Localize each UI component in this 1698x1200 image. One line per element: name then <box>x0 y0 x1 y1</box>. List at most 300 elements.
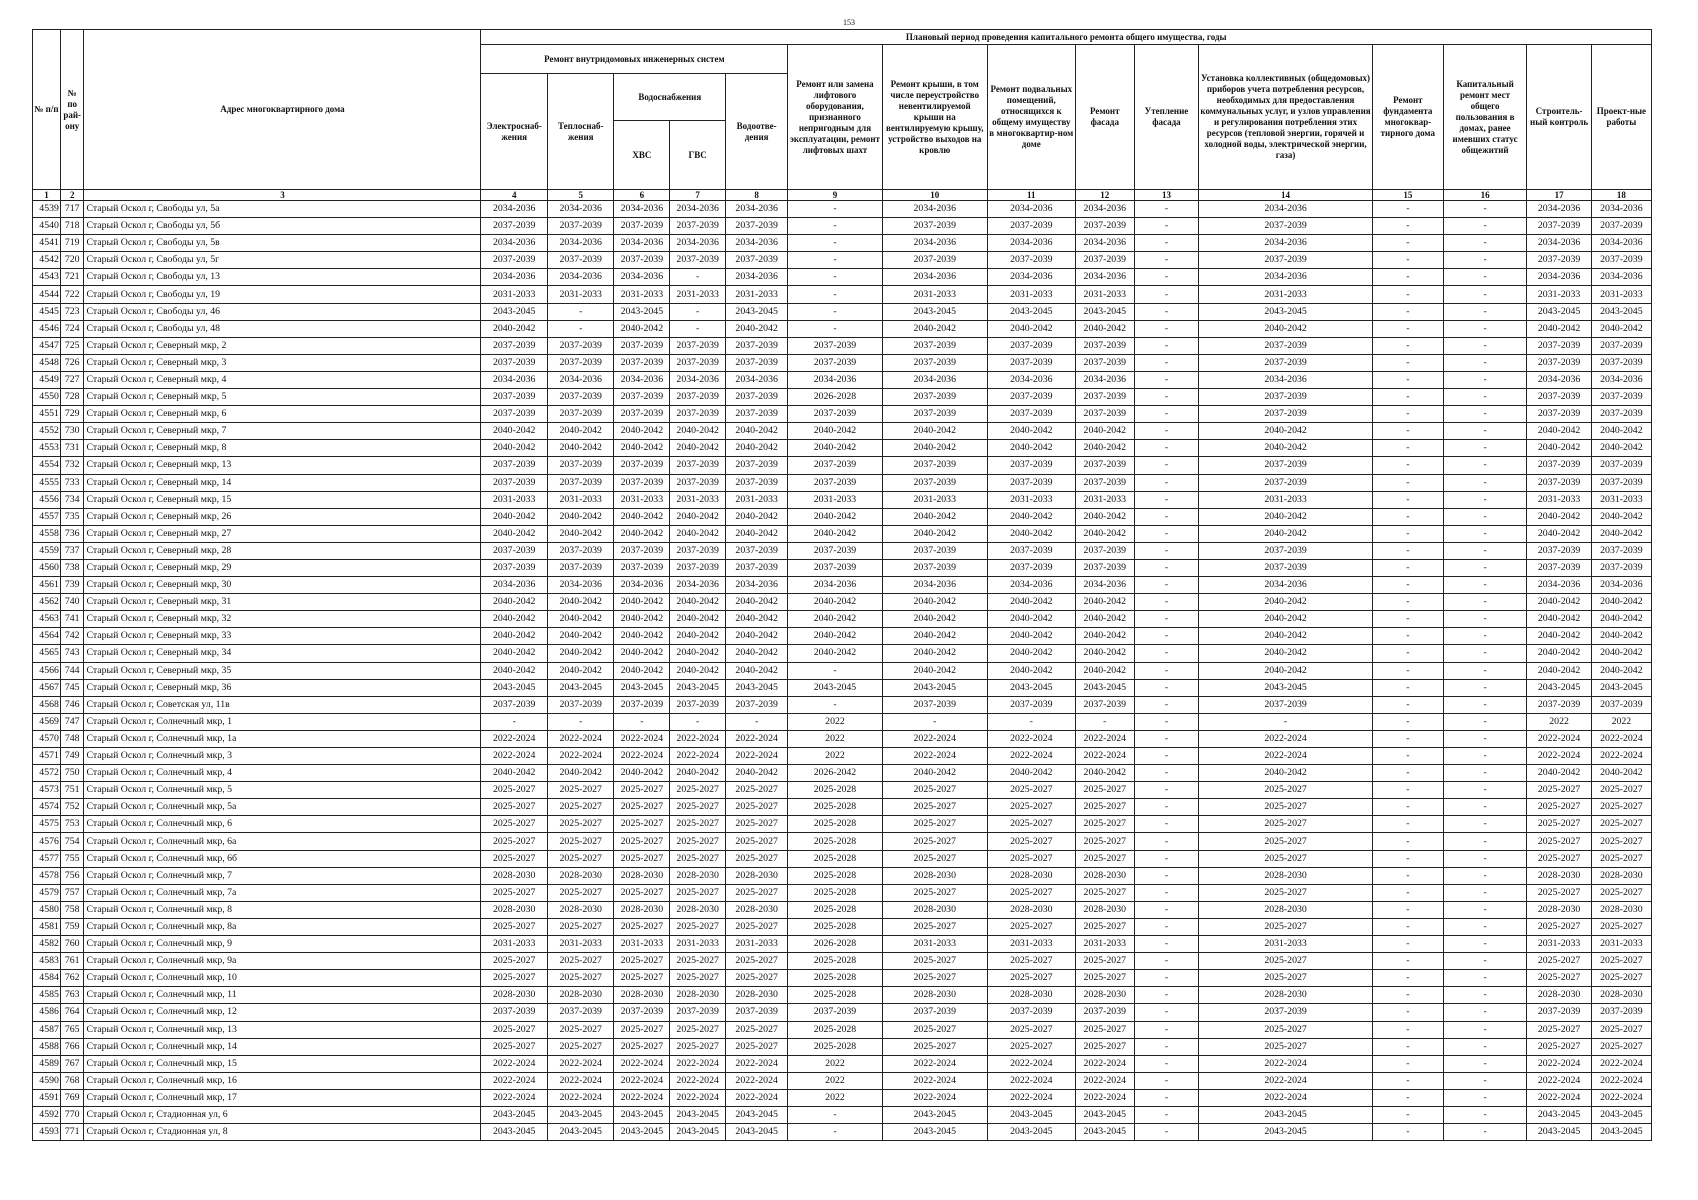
period-cell: 2022-2024 <box>547 1072 614 1089</box>
period-cell: 2040-2042 <box>547 662 614 679</box>
period-cell: 2037-2039 <box>481 389 548 406</box>
period-cell: 2040-2042 <box>987 320 1075 337</box>
period-cell: 2031-2033 <box>1591 491 1651 508</box>
period-cell: 2040-2042 <box>1199 525 1373 542</box>
period-cell: - <box>1443 730 1527 747</box>
period-cell: - <box>1372 1004 1443 1021</box>
period-cell: 2040-2042 <box>670 440 726 457</box>
row-number-cell: 4548 <box>33 354 61 371</box>
period-cell: 2040-2042 <box>614 645 670 662</box>
period-cell: 2037-2039 <box>788 354 882 371</box>
table-row <box>33 730 1652 747</box>
row-number-cell: 4568 <box>33 696 61 713</box>
period-cell: 2043-2045 <box>987 303 1075 320</box>
period-cell: 2037-2039 <box>788 542 882 559</box>
row-number-cell: 4563 <box>33 611 61 628</box>
period-cell: 2031-2033 <box>670 286 726 303</box>
period-cell: 2022-2024 <box>1199 1089 1373 1106</box>
column-number: 5 <box>547 190 614 201</box>
period-cell: 2043-2045 <box>1591 1124 1651 1141</box>
period-cell: 2025-2027 <box>882 970 987 987</box>
address-cell: Старый Оскол г, Северный мкр, 28 <box>84 542 481 559</box>
period-cell: 2031-2033 <box>1075 936 1134 953</box>
period-cell: 2031-2033 <box>987 491 1075 508</box>
period-cell: 2037-2039 <box>1199 457 1373 474</box>
row-number-cell: 4588 <box>33 1038 61 1055</box>
period-cell: 2034-2036 <box>1199 371 1373 388</box>
address-cell: Старый Оскол г, Северный мкр, 14 <box>84 474 481 491</box>
row-number-cell: 4576 <box>33 833 61 850</box>
period-cell: 2040-2042 <box>1591 765 1651 782</box>
period-cell: 2037-2039 <box>882 696 987 713</box>
period-cell: - <box>1372 833 1443 850</box>
period-cell: 2025-2027 <box>670 1021 726 1038</box>
period-cell: 2025-2027 <box>547 970 614 987</box>
period-cell: 2025-2027 <box>614 782 670 799</box>
period-cell: 2037-2039 <box>987 389 1075 406</box>
period-cell: 2040-2042 <box>987 628 1075 645</box>
period-cell: 2037-2039 <box>987 252 1075 269</box>
period-cell: 2040-2042 <box>726 611 788 628</box>
period-cell: 2037-2039 <box>1199 474 1373 491</box>
period-cell: 2022-2024 <box>1591 1055 1651 1072</box>
period-cell: 2022-2024 <box>726 730 788 747</box>
row-number-cell: 4552 <box>33 423 61 440</box>
period-cell: - <box>1372 970 1443 987</box>
row-number-cell: 4546 <box>33 320 61 337</box>
district-number-cell: 752 <box>60 799 84 816</box>
period-cell: 2022-2024 <box>670 1072 726 1089</box>
address-cell: Старый Оскол г, Северный мкр, 4 <box>84 371 481 388</box>
period-cell: - <box>1443 901 1527 918</box>
period-cell: 2043-2045 <box>481 1106 548 1123</box>
period-cell: - <box>1443 320 1527 337</box>
period-cell: 2031-2033 <box>481 491 548 508</box>
period-cell: - <box>1134 713 1198 730</box>
column-number: 7 <box>670 190 726 201</box>
period-cell: 2025-2027 <box>1591 799 1651 816</box>
period-cell: 2037-2039 <box>1591 696 1651 713</box>
period-cell: - <box>1372 1089 1443 1106</box>
period-cell: 2034-2036 <box>1199 269 1373 286</box>
period-cell: 2040-2042 <box>726 440 788 457</box>
period-cell: - <box>1134 457 1198 474</box>
period-cell: 2040-2042 <box>726 594 788 611</box>
period-cell: 2034-2036 <box>788 371 882 388</box>
period-cell: 2043-2045 <box>481 679 548 696</box>
period-cell: 2043-2045 <box>788 679 882 696</box>
period-cell: 2037-2039 <box>1075 559 1134 576</box>
period-cell: 2025-2027 <box>882 1021 987 1038</box>
table-row <box>33 235 1652 252</box>
period-cell: 2025-2027 <box>1075 918 1134 935</box>
header-basement: Ремонт подвальных помещений, относящихся к общему имуществу в многоквартир-ном доме <box>987 45 1075 190</box>
address-cell: Старый Оскол г, Солнечный мкр, 1а <box>84 730 481 747</box>
period-cell: 2025-2027 <box>987 782 1075 799</box>
period-cell: 2043-2045 <box>726 303 788 320</box>
period-cell: 2025-2027 <box>987 850 1075 867</box>
period-cell: 2037-2039 <box>788 337 882 354</box>
period-cell: 2040-2042 <box>882 628 987 645</box>
period-cell: 2037-2039 <box>1075 474 1134 491</box>
period-cell: 2037-2039 <box>547 337 614 354</box>
table-row <box>33 696 1652 713</box>
period-cell: 2043-2045 <box>882 303 987 320</box>
address-cell: Старый Оскол г, Солнечный мкр, 7 <box>84 867 481 884</box>
period-cell: 2025-2027 <box>1075 970 1134 987</box>
period-cell: 2025-2027 <box>547 1038 614 1055</box>
period-cell: 2025-2027 <box>1075 833 1134 850</box>
district-number-cell: 719 <box>60 235 84 252</box>
address-cell: Старый Оскол г, Солнечный мкр, 17 <box>84 1089 481 1106</box>
period-cell: 2043-2045 <box>1527 303 1591 320</box>
period-cell: - <box>1372 679 1443 696</box>
period-cell: - <box>547 320 614 337</box>
period-cell: 2040-2042 <box>547 423 614 440</box>
period-cell: 2037-2039 <box>670 542 726 559</box>
period-cell: 2031-2033 <box>1527 286 1591 303</box>
period-cell: 2031-2033 <box>1075 286 1134 303</box>
column-number: 13 <box>1134 190 1198 201</box>
row-number-cell: 4543 <box>33 269 61 286</box>
period-cell: 2025-2027 <box>1527 816 1591 833</box>
row-number-cell: 4561 <box>33 577 61 594</box>
period-cell: 2037-2039 <box>614 406 670 423</box>
period-cell: 2025-2027 <box>882 782 987 799</box>
period-cell: 2043-2045 <box>1527 679 1591 696</box>
period-cell: 2025-2027 <box>670 970 726 987</box>
period-cell: 2037-2039 <box>614 474 670 491</box>
period-cell: 2037-2039 <box>1591 457 1651 474</box>
period-cell: 2040-2042 <box>1527 611 1591 628</box>
period-cell: 2040-2042 <box>481 423 548 440</box>
period-cell: - <box>1443 936 1527 953</box>
period-cell: - <box>1443 303 1527 320</box>
address-cell: Старый Оскол г, Северный мкр, 29 <box>84 559 481 576</box>
row-number-cell: 4557 <box>33 508 61 525</box>
period-cell: - <box>1134 936 1198 953</box>
period-cell: - <box>1134 491 1198 508</box>
period-cell: 2037-2039 <box>987 457 1075 474</box>
district-number-cell: 744 <box>60 662 84 679</box>
row-number-cell: 4591 <box>33 1089 61 1106</box>
address-cell: Старый Оскол г, Стадионная ул, 8 <box>84 1124 481 1141</box>
period-cell: 2022-2024 <box>614 748 670 765</box>
period-cell: 2025-2027 <box>481 782 548 799</box>
period-cell: 2037-2039 <box>547 252 614 269</box>
period-cell: 2025-2027 <box>987 816 1075 833</box>
period-cell: 2037-2039 <box>1527 542 1591 559</box>
period-cell: 2031-2033 <box>1199 491 1373 508</box>
period-cell: - <box>1372 525 1443 542</box>
row-number-cell: 4550 <box>33 389 61 406</box>
table-row <box>33 577 1652 594</box>
period-cell: - <box>1443 218 1527 235</box>
header-foundation: Ремонт фундамента многоквар-тирного дома <box>1372 45 1443 190</box>
period-cell: 2037-2039 <box>882 252 987 269</box>
period-cell: - <box>1134 799 1198 816</box>
period-cell: 2034-2036 <box>614 269 670 286</box>
period-cell: 2037-2039 <box>726 354 788 371</box>
period-cell: 2040-2042 <box>614 594 670 611</box>
period-cell: - <box>1372 867 1443 884</box>
period-cell: 2034-2036 <box>547 201 614 218</box>
period-cell: 2031-2033 <box>987 286 1075 303</box>
period-cell: - <box>1134 269 1198 286</box>
period-cell: - <box>1372 389 1443 406</box>
table-row <box>33 594 1652 611</box>
period-cell: - <box>1443 679 1527 696</box>
period-cell: 2022-2024 <box>1527 1089 1591 1106</box>
period-cell: 2040-2042 <box>1199 662 1373 679</box>
period-cell: - <box>1443 337 1527 354</box>
period-cell: 2037-2039 <box>726 559 788 576</box>
period-cell: 2025-2027 <box>987 953 1075 970</box>
address-cell: Старый Оскол г, Солнечный мкр, 5 <box>84 782 481 799</box>
period-cell: 2040-2042 <box>1199 440 1373 457</box>
period-cell: 2037-2039 <box>1075 252 1134 269</box>
table-row <box>33 371 1652 388</box>
row-number-cell: 4577 <box>33 850 61 867</box>
period-cell: 2037-2039 <box>1199 389 1373 406</box>
period-cell: 2037-2039 <box>614 218 670 235</box>
period-cell: 2037-2039 <box>726 252 788 269</box>
period-cell: 2034-2036 <box>481 371 548 388</box>
period-cell: 2037-2039 <box>987 559 1075 576</box>
period-cell: 2025-2028 <box>788 850 882 867</box>
period-cell: 2025-2027 <box>670 850 726 867</box>
period-cell: - <box>670 303 726 320</box>
period-cell: - <box>614 713 670 730</box>
period-cell: 2022-2024 <box>670 730 726 747</box>
table-row <box>33 201 1652 218</box>
district-number-cell: 722 <box>60 286 84 303</box>
period-cell: 2037-2039 <box>788 457 882 474</box>
row-number-cell: 4567 <box>33 679 61 696</box>
period-cell: 2025-2027 <box>1591 953 1651 970</box>
period-cell: - <box>1443 525 1527 542</box>
period-cell: 2034-2036 <box>1199 577 1373 594</box>
period-cell: 2025-2027 <box>670 782 726 799</box>
period-cell: 2034-2036 <box>614 235 670 252</box>
row-number-cell: 4590 <box>33 1072 61 1089</box>
period-cell: 2040-2042 <box>547 594 614 611</box>
period-cell: 2040-2042 <box>1527 508 1591 525</box>
period-cell: - <box>1372 645 1443 662</box>
table-row <box>33 389 1652 406</box>
row-number-cell: 4555 <box>33 474 61 491</box>
address-cell: Старый Оскол г, Солнечный мкр, 9 <box>84 936 481 953</box>
period-cell: 2040-2042 <box>1075 440 1134 457</box>
period-cell: - <box>1134 389 1198 406</box>
period-cell: 2037-2039 <box>1591 389 1651 406</box>
period-cell: 2040-2042 <box>987 525 1075 542</box>
district-number-cell: 724 <box>60 320 84 337</box>
district-number-cell: 753 <box>60 816 84 833</box>
period-cell: - <box>1372 594 1443 611</box>
period-cell: - <box>1134 337 1198 354</box>
period-cell: - <box>1199 713 1373 730</box>
period-cell: 2037-2039 <box>1527 474 1591 491</box>
period-cell: 2022 <box>1527 713 1591 730</box>
period-cell: - <box>1372 1106 1443 1123</box>
period-cell: - <box>1372 1124 1443 1141</box>
period-cell: 2040-2042 <box>987 440 1075 457</box>
period-cell: 2022 <box>1591 713 1651 730</box>
address-cell: Старый Оскол г, Свободы ул, 5а <box>84 201 481 218</box>
table-row <box>33 628 1652 645</box>
period-cell: 2040-2042 <box>987 765 1075 782</box>
period-cell: - <box>1443 1038 1527 1055</box>
table-row <box>33 474 1652 491</box>
address-cell: Старый Оскол г, Свободы ул, 19 <box>84 286 481 303</box>
table-row <box>33 508 1652 525</box>
period-cell: - <box>1134 354 1198 371</box>
period-cell: 2040-2042 <box>882 440 987 457</box>
period-cell: - <box>1443 611 1527 628</box>
period-cell: - <box>1443 970 1527 987</box>
period-cell: - <box>1443 491 1527 508</box>
period-cell: 2031-2033 <box>1591 286 1651 303</box>
row-number-cell: 4574 <box>33 799 61 816</box>
row-number-cell: 4547 <box>33 337 61 354</box>
period-cell: 2022-2024 <box>1591 748 1651 765</box>
period-cell: 2043-2045 <box>614 1106 670 1123</box>
period-cell: - <box>788 1124 882 1141</box>
table-row <box>33 542 1652 559</box>
period-cell: - <box>1443 645 1527 662</box>
table-row <box>33 440 1652 457</box>
period-cell: - <box>1134 953 1198 970</box>
address-cell: Старый Оскол г, Солнечный мкр, 3 <box>84 748 481 765</box>
period-cell: - <box>788 201 882 218</box>
period-cell: - <box>1443 987 1527 1004</box>
column-number: 14 <box>1199 190 1373 201</box>
period-cell: 2037-2039 <box>882 457 987 474</box>
period-cell: - <box>1443 354 1527 371</box>
period-cell: 2034-2036 <box>481 201 548 218</box>
address-cell: Старый Оскол г, Свободы ул, 5в <box>84 235 481 252</box>
period-cell: 2022-2024 <box>726 1072 788 1089</box>
period-cell: 2028-2030 <box>670 867 726 884</box>
period-cell: 2031-2033 <box>1199 936 1373 953</box>
period-cell: 2025-2027 <box>882 953 987 970</box>
period-cell: 2037-2039 <box>614 542 670 559</box>
period-cell: 2037-2039 <box>547 354 614 371</box>
period-cell: 2025-2027 <box>1591 884 1651 901</box>
period-cell: 2034-2036 <box>1591 269 1651 286</box>
table-row <box>33 662 1652 679</box>
table-row <box>33 867 1652 884</box>
period-cell: 2037-2039 <box>1591 218 1651 235</box>
period-cell: 2037-2039 <box>1591 559 1651 576</box>
period-cell: 2025-2027 <box>1075 799 1134 816</box>
period-cell: 2025-2027 <box>1527 918 1591 935</box>
period-cell: 2022-2024 <box>987 1089 1075 1106</box>
period-cell: 2037-2039 <box>1527 406 1591 423</box>
district-number-cell: 738 <box>60 559 84 576</box>
period-cell: - <box>1443 884 1527 901</box>
period-cell: 2037-2039 <box>614 457 670 474</box>
address-cell: Старый Оскол г, Северный мкр, 26 <box>84 508 481 525</box>
period-cell: 2037-2039 <box>882 542 987 559</box>
period-cell: 2040-2042 <box>670 594 726 611</box>
district-number-cell: 768 <box>60 1072 84 1089</box>
period-cell: 2037-2039 <box>788 1004 882 1021</box>
period-cell: 2025-2028 <box>788 1038 882 1055</box>
period-cell: 2031-2033 <box>670 936 726 953</box>
period-cell: - <box>1372 765 1443 782</box>
period-cell: - <box>1134 508 1198 525</box>
period-cell: 2040-2042 <box>726 508 788 525</box>
period-cell: 2022-2024 <box>1527 730 1591 747</box>
period-cell: - <box>670 320 726 337</box>
period-cell: 2040-2042 <box>1199 320 1373 337</box>
period-cell: 2022-2024 <box>481 748 548 765</box>
period-cell: 2037-2039 <box>726 457 788 474</box>
period-cell: - <box>481 713 548 730</box>
address-cell: Старый Оскол г, Северный мкр, 30 <box>84 577 481 594</box>
period-cell: - <box>1372 918 1443 935</box>
period-cell: 2037-2039 <box>882 218 987 235</box>
period-cell: - <box>1443 286 1527 303</box>
period-cell: 2040-2042 <box>987 611 1075 628</box>
period-cell: 2028-2030 <box>614 901 670 918</box>
period-cell: 2025-2028 <box>788 884 882 901</box>
period-cell: 2043-2045 <box>1075 303 1134 320</box>
address-cell: Старый Оскол г, Северный мкр, 6 <box>84 406 481 423</box>
period-cell: 2037-2039 <box>987 542 1075 559</box>
period-cell: - <box>1134 542 1198 559</box>
period-cell: - <box>1443 457 1527 474</box>
period-cell: - <box>1134 867 1198 884</box>
period-cell: - <box>1134 286 1198 303</box>
period-cell: - <box>1134 987 1198 1004</box>
district-number-cell: 720 <box>60 252 84 269</box>
period-cell: 2040-2042 <box>670 508 726 525</box>
period-cell: 2040-2042 <box>1527 594 1591 611</box>
district-number-cell: 737 <box>60 542 84 559</box>
address-cell: Старый Оскол г, Северный мкр, 34 <box>84 645 481 662</box>
period-cell: - <box>1134 406 1198 423</box>
period-cell: 2037-2039 <box>726 1004 788 1021</box>
period-cell: - <box>1372 611 1443 628</box>
period-cell: - <box>1443 423 1527 440</box>
period-cell: 2040-2042 <box>987 508 1075 525</box>
period-cell: 2043-2045 <box>670 679 726 696</box>
period-cell: 2031-2033 <box>547 936 614 953</box>
period-cell: 2022-2024 <box>1199 1072 1373 1089</box>
period-cell: 2028-2030 <box>1199 901 1373 918</box>
period-cell: 2037-2039 <box>788 406 882 423</box>
period-cell: 2037-2039 <box>788 474 882 491</box>
period-cell: 2028-2030 <box>882 867 987 884</box>
district-number-cell: 770 <box>60 1106 84 1123</box>
period-cell: 2043-2045 <box>1527 1106 1591 1123</box>
period-cell: 2025-2027 <box>614 970 670 987</box>
period-cell: 2040-2042 <box>788 440 882 457</box>
period-cell: - <box>1134 1072 1198 1089</box>
period-cell: 2025-2027 <box>1199 782 1373 799</box>
period-cell: 2043-2045 <box>614 679 670 696</box>
header-n-raion: № по рай-ону <box>60 30 84 190</box>
period-cell: 2025-2028 <box>788 782 882 799</box>
period-cell: 2040-2042 <box>1075 662 1134 679</box>
district-number-cell: 728 <box>60 389 84 406</box>
column-number: 10 <box>882 190 987 201</box>
table-row <box>33 525 1652 542</box>
period-cell: 2022-2024 <box>1075 748 1134 765</box>
